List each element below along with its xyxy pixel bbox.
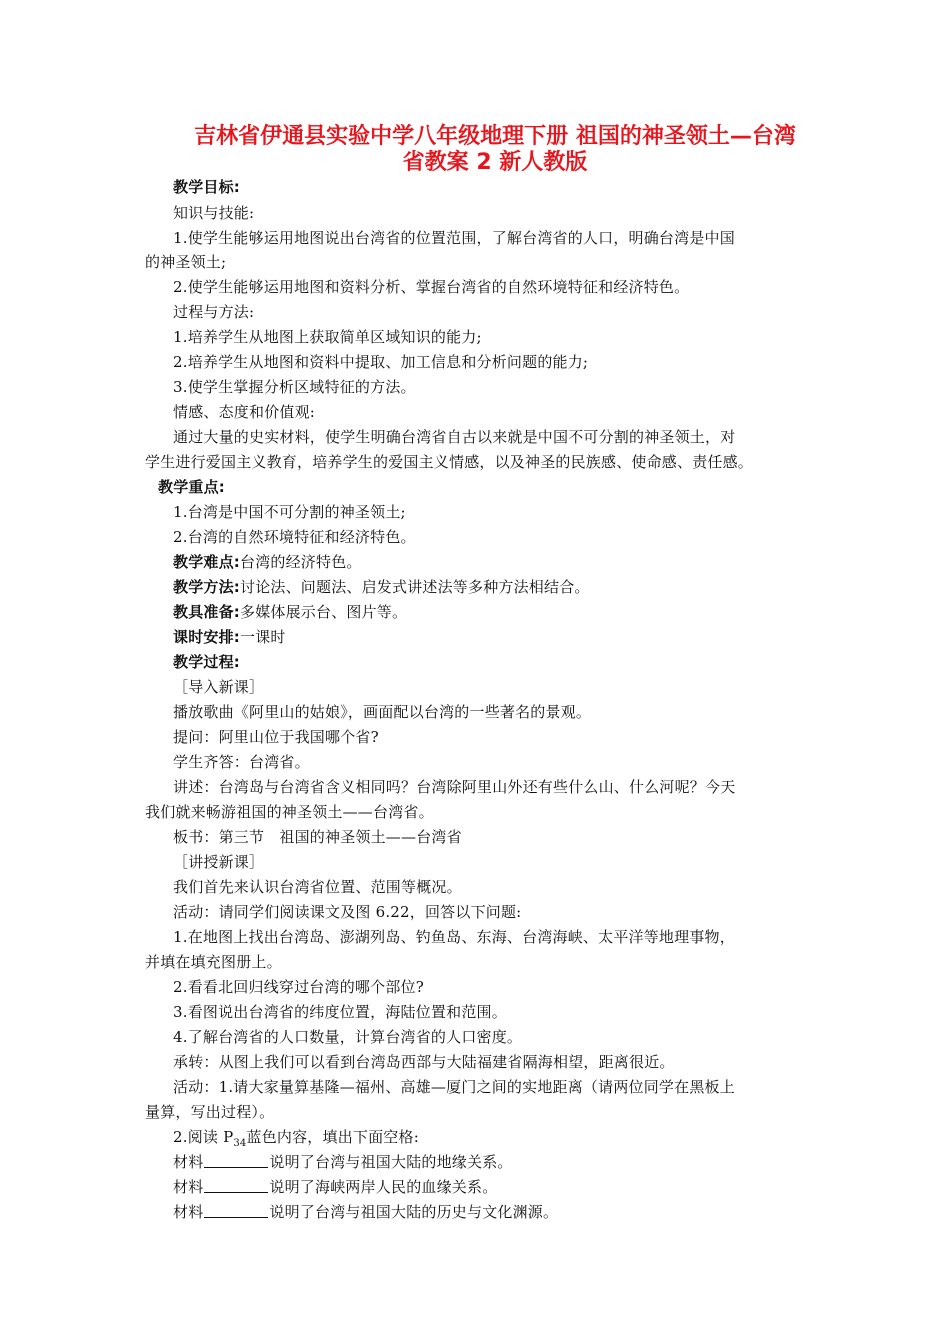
- labeled-line: [173, 576, 590, 598]
- section-heading: 教学重点:: [158, 478, 225, 496]
- fill-blank-line: [173, 1201, 558, 1223]
- paragraph-line: 学生齐答：台湾省。: [173, 753, 310, 771]
- paragraph-line: 1.培养学生从地图上获取简单区域知识的能力;: [173, 328, 482, 346]
- paragraph-line: 提问：阿里山位于我国哪个省?: [173, 728, 379, 746]
- labeled-line: [173, 551, 362, 573]
- paragraph-line: 2.培养学生从地图和资料中提取、加工信息和分析问题的能力;: [173, 353, 589, 371]
- blank-field[interactable]: [204, 1178, 268, 1193]
- label: 课时安排:: [173, 628, 240, 646]
- value: 讨论法、问题法、启发式讲述法等多种方法相结合。: [240, 578, 590, 596]
- paragraph-line: 承转：从图上我们可以看到台湾岛西部与大陆福建省隔海相望，距离很近。: [173, 1053, 675, 1071]
- fill-blank-line: [173, 1151, 513, 1173]
- subheading: 知识与技能:: [173, 204, 255, 222]
- blank-description: 说明了海峡两岸人民的血缘关系。: [269, 1178, 498, 1196]
- paragraph-line: 的神圣领土;: [145, 253, 227, 271]
- value: 多媒体展示台、图片等。: [240, 603, 408, 621]
- subheading: 过程与方法:: [173, 303, 255, 321]
- paragraph-line: 播放歌曲《阿里山的姑娘》，画面配以台湾的一些著名的景观。: [173, 703, 592, 721]
- text-span: 2.阅读 P: [173, 1128, 234, 1146]
- material-label: 材料: [173, 1153, 204, 1171]
- paragraph-line: 通过大量的史实材料，使学生明确台湾省自古以来就是中国不可分割的神圣领土，对: [173, 428, 736, 446]
- material-label: 材料: [173, 1203, 204, 1221]
- paragraph-line: 2.台湾的自然环境特征和经济特色。: [173, 528, 416, 546]
- labeled-line: [173, 626, 286, 648]
- text-span: 蓝色内容，填出下面空格:: [246, 1128, 419, 1146]
- label: 教具准备:: [173, 603, 240, 621]
- blank-field[interactable]: [204, 1153, 268, 1168]
- paragraph-line: 学生进行爱国主义教育，培养学生的爱国主义情感，以及神圣的民族感、使命感、责任感。: [145, 453, 754, 471]
- blank-field[interactable]: [204, 1203, 268, 1218]
- document-title-line1: 吉林省伊通县实验中学八年级地理下册 祖国的神圣领土—台湾: [194, 124, 796, 149]
- section-heading: 教学过程:: [173, 653, 240, 671]
- paragraph-line: 活动：1.请大家量算基隆—福州、高雄—厦门之间的实地距离（请两位同学在黑板上: [173, 1078, 735, 1096]
- paragraph-line: 我们首先来认识台湾省位置、范围等概况。: [173, 878, 462, 896]
- value: 台湾的经济特色。: [240, 553, 362, 571]
- paragraph-line: 2.看看北回归线穿过台湾的哪个部位?: [173, 978, 424, 996]
- paragraph-line: 1.使学生能够运用地图说出台湾省的位置范围，了解台湾省的人口，明确台湾是中国: [173, 229, 735, 247]
- blank-description: 说明了台湾与祖国大陆的地缘关系。: [269, 1153, 513, 1171]
- label: 教学难点:: [173, 553, 240, 571]
- paragraph-line: 我们就来畅游祖国的神圣领土——台湾省。: [145, 803, 434, 821]
- paragraph-line: 活动：请同学们阅读课文及图 6.22，回答以下问题:: [173, 903, 522, 921]
- paragraph-line: 3.看图说出台湾省的纬度位置，海陆位置和范围。: [173, 1003, 507, 1021]
- paragraph-line: 1.在地图上找出台湾岛、澎湖列岛、钓鱼岛、东海、台湾海峡、太平洋等地理事物，: [173, 928, 735, 946]
- value: 一课时: [240, 628, 286, 646]
- paragraph-line: 板书：第三节 祖国的神圣领土——台湾省: [173, 828, 462, 846]
- material-label: 材料: [173, 1178, 204, 1196]
- paragraph-line: 讲述：台湾岛与台湾省含义相同吗？台湾除阿里山外还有些什么山、什么河呢？今天: [173, 778, 736, 796]
- paragraph-line: ［导入新课］: [173, 678, 265, 696]
- fill-blank-line: [173, 1176, 497, 1198]
- subheading: 情感、态度和价值观:: [173, 403, 316, 421]
- document-title-line2: 省教案 2 新人教版: [402, 150, 588, 175]
- paragraph-line: 并填在填充图册上。: [145, 953, 282, 971]
- section-heading: 教学目标:: [173, 178, 240, 196]
- paragraph-line: 量算，写出过程）。: [145, 1103, 275, 1121]
- paragraph-line: ［讲授新课］: [173, 853, 265, 871]
- paragraph-line: 3.使学生掌握分析区域特征的方法。: [173, 378, 416, 396]
- paragraph-line: 4.了解台湾省的人口数量，计算台湾省的人口密度。: [173, 1028, 523, 1046]
- labeled-line: [173, 601, 407, 623]
- paragraph-line: 2.使学生能够运用地图和资料分析、掌握台湾省的自然环境特征和经济特色。: [173, 278, 690, 296]
- blank-description: 说明了台湾与祖国大陆的历史与文化渊源。: [269, 1203, 559, 1221]
- label: 教学方法:: [173, 578, 240, 596]
- paragraph-line: 1.台湾是中国不可分割的神圣领土;: [173, 503, 406, 521]
- subscript: 34: [233, 1138, 247, 1149]
